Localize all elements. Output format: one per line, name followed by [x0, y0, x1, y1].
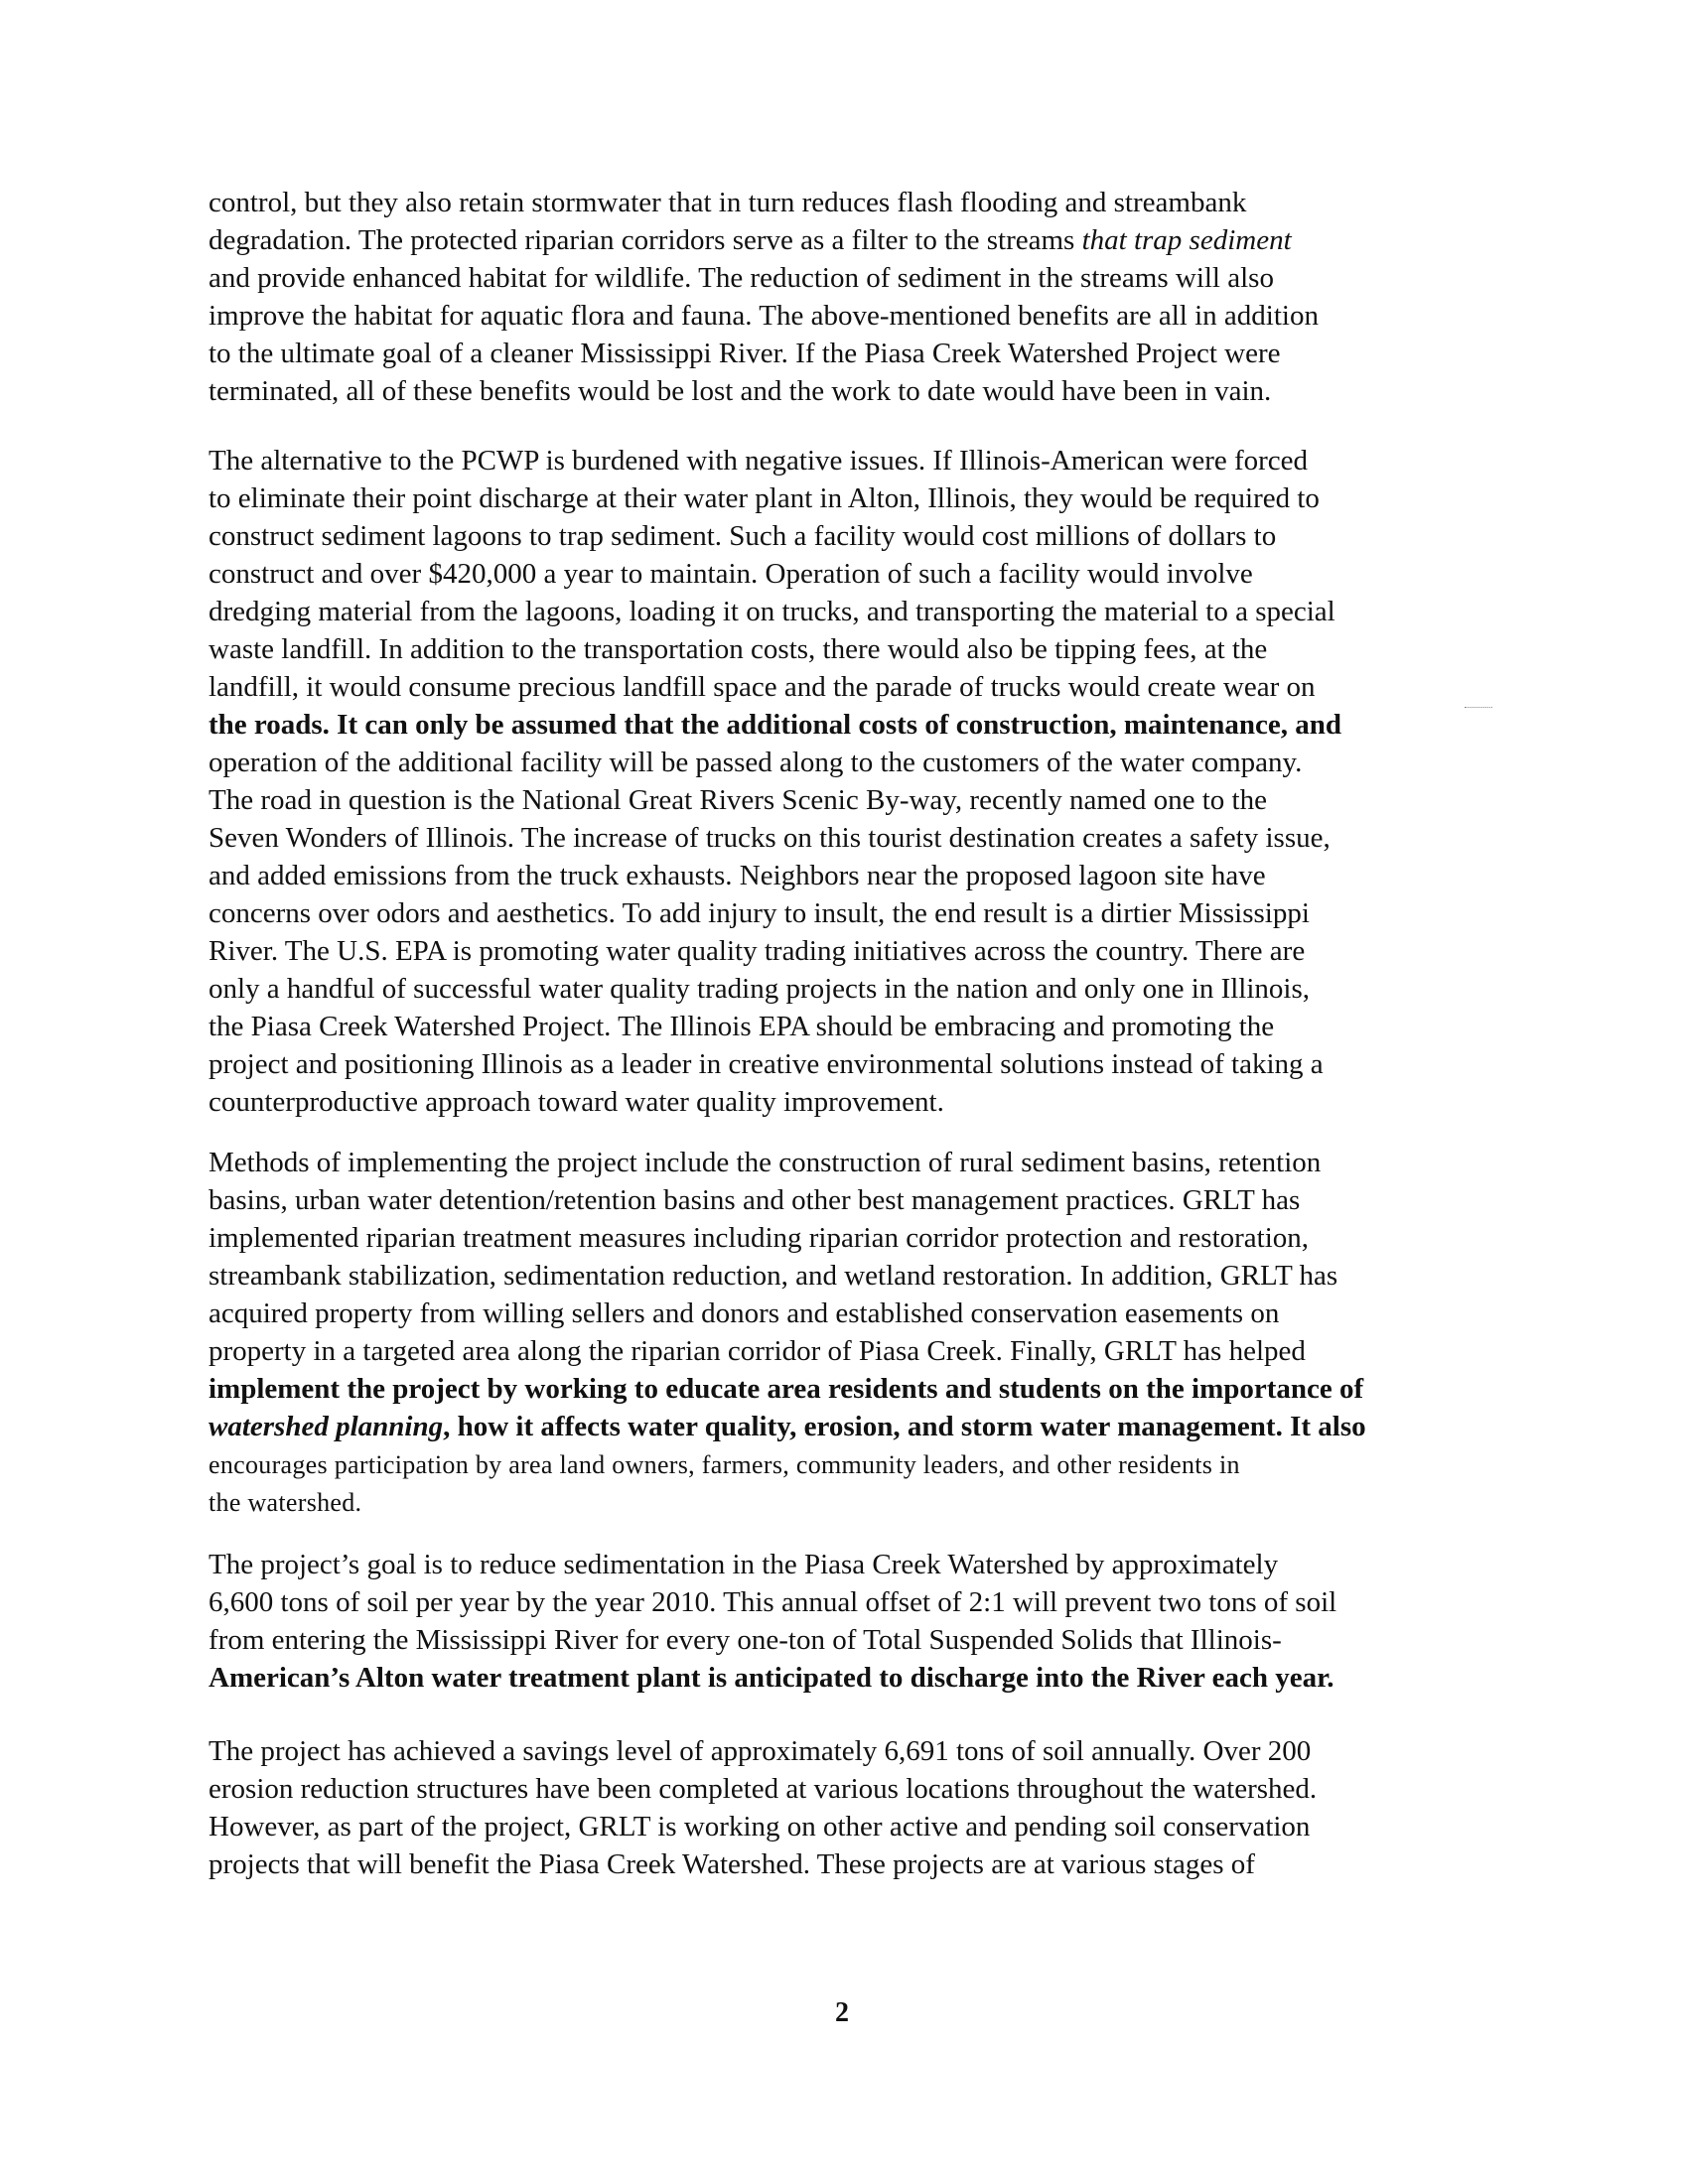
- text-run: concerns over odors and aesthetics. To add injury to insult, the end result is a dirtier Mississippi: [209, 897, 1310, 929]
- text-run: and provide enhanced habitat for wildlife. The reduction of sediment in the streams will also: [209, 262, 1274, 294]
- text-line: [209, 1045, 1499, 1083]
- text-line: [209, 1408, 1499, 1445]
- paragraph-alternative: [209, 442, 1499, 1121]
- text-run: to eliminate their point discharge at their water plant in Alton, Illinois, they would be required to: [209, 482, 1320, 514]
- text-line: [209, 1083, 1499, 1121]
- text-line: [209, 372, 1499, 410]
- text-run: degradation. The protected riparian corridors serve as a filter to the streams: [209, 224, 1082, 256]
- text-run: American’s Alton water treatment plant is anticipated to discharge into the River each year.: [209, 1662, 1334, 1694]
- text-run: operation of the additional facility will be passed along to the customers of the water company.: [209, 747, 1303, 778]
- text-line: [209, 630, 1499, 668]
- text-run: The project’s goal is to reduce sedimentation in the Piasa Creek Watershed by approximately: [209, 1549, 1279, 1580]
- text-line: [209, 1257, 1499, 1295]
- text-run: Methods of implementing the project include the construction of rural sediment basins, retention: [209, 1147, 1322, 1178]
- text-line: [209, 668, 1499, 706]
- text-run: encourages participation by area land owners, farmers, community leaders, and other residents in: [209, 1450, 1240, 1479]
- text-run: basins, urban water detention/retention basins and other best management practices. GRLT has: [209, 1184, 1301, 1216]
- text-run: streambank stabilization, sedimentation reduction, and wetland restoration. In addition, GRLT has: [209, 1260, 1338, 1292]
- text-run: erosion reduction structures have been completed at various locations throughout the watershed.: [209, 1773, 1318, 1805]
- text-line: [209, 970, 1499, 1008]
- text-run: from entering the Mississippi River for every one-ton of Total Suspended Solids that Illinois-: [209, 1624, 1282, 1656]
- text-run: construct and over $420,000 a year to maintain. Operation of such a facility would involve: [209, 558, 1253, 590]
- text-line: [209, 781, 1499, 819]
- text-run: acquired property from willing sellers and donors and established conservation easements on: [209, 1297, 1280, 1329]
- paragraph-methods: [209, 1144, 1499, 1521]
- text-run: construct sediment lagoons to trap sediment. Such a facility would cost millions of dollars to: [209, 520, 1277, 552]
- text-run: only a handful of successful water quality trading projects in the nation and only one in Illinois,: [209, 973, 1310, 1005]
- text-line: [209, 1583, 1499, 1621]
- text-line: [209, 297, 1499, 335]
- text-run: control, but they also retain stormwater that in turn reduces flash flooding and streambank: [209, 187, 1247, 218]
- text-run: the watershed.: [209, 1488, 362, 1517]
- text-line: [209, 1332, 1499, 1370]
- text-line: [209, 1370, 1499, 1408]
- text-line: [209, 1732, 1499, 1770]
- text-line: [209, 1008, 1499, 1045]
- text-line: [209, 442, 1499, 479]
- text-line: [209, 1181, 1499, 1219]
- text-run: project and positioning Illinois as a leader in creative environmental solutions instead of taking a: [209, 1048, 1324, 1080]
- text-run: property in a targeted area along the riparian corridor of Piasa Creek. Finally, GRLT has helped: [209, 1335, 1306, 1367]
- text-run: implement the project by working to educate area residents and students on the importance of: [209, 1373, 1364, 1405]
- page-number: 2: [835, 1997, 849, 2028]
- text-run: watershed planning: [209, 1411, 444, 1442]
- paragraph-benefits: [209, 184, 1499, 410]
- text-line: [209, 593, 1499, 630]
- text-run: Seven Wonders of Illinois. The increase of trucks on this tourist destination creates a safety issue,: [209, 822, 1331, 854]
- text-line: [209, 744, 1499, 781]
- text-line: [209, 1621, 1499, 1659]
- text-line: [209, 1295, 1499, 1332]
- paragraph-goal: [209, 1546, 1499, 1697]
- text-line: [209, 1808, 1499, 1845]
- text-line: [209, 1845, 1499, 1883]
- text-line: [209, 1445, 1499, 1483]
- text-run: implemented riparian treatment measures including riparian corridor protection and restoration,: [209, 1222, 1310, 1254]
- text-line: [209, 1770, 1499, 1808]
- text-line: [209, 1144, 1499, 1181]
- text-run: counterproductive approach toward water quality improvement.: [209, 1086, 944, 1118]
- text-line: [209, 335, 1499, 372]
- text-line: [209, 819, 1499, 857]
- text-line: [209, 1219, 1499, 1257]
- text-line: [209, 555, 1499, 593]
- text-line: [209, 1483, 1499, 1521]
- text-run: , how it affects water quality, erosion, and storm water management. It also: [443, 1411, 1366, 1442]
- text-run: The road in question is the National Great Rivers Scenic By-way, recently named one to the: [209, 784, 1267, 816]
- text-run: and added emissions from the truck exhausts. Neighbors near the proposed lagoon site have: [209, 860, 1266, 891]
- text-run: landfill, it would consume precious landfill space and the parade of trucks would create wear on: [209, 671, 1316, 703]
- text-run: the Piasa Creek Watershed Project. The Illinois EPA should be embracing and promoting the: [209, 1011, 1275, 1042]
- text-run: that trap sediment: [1081, 224, 1292, 256]
- text-run: The project has achieved a savings level of approximately 6,691 tons of soil annually. Over 200: [209, 1735, 1312, 1767]
- text-line: [209, 259, 1499, 297]
- text-line: [209, 517, 1499, 555]
- text-run: the roads. It can only be assumed that the additional costs of construction, maintenance, and: [209, 709, 1342, 741]
- text-run: 6,600 tons of soil per year by the year 2010. This annual offset of 2:1 will prevent two tons of soil: [209, 1586, 1337, 1618]
- text-line: [209, 706, 1499, 744]
- text-run: to the ultimate goal of a cleaner Mississippi River. If the Piasa Creek Watershed Project were: [209, 338, 1281, 369]
- text-run: dredging material from the lagoons, loading it on trucks, and transporting the material to a special: [209, 596, 1335, 627]
- text-run: The alternative to the PCWP is burdened with negative issues. If Illinois-American were forced: [209, 445, 1309, 477]
- text-line: [209, 1659, 1499, 1697]
- text-line: [209, 857, 1499, 894]
- text-run: terminated, all of these benefits would be lost and the work to date would have been in vain.: [209, 375, 1272, 407]
- text-line: [209, 184, 1499, 221]
- text-line: [209, 1546, 1499, 1583]
- text-run: improve the habitat for aquatic flora and fauna. The above-mentioned benefits are all in addition: [209, 300, 1319, 332]
- text-line: [209, 221, 1499, 259]
- scan-artifact: [1465, 707, 1492, 711]
- text-run: projects that will benefit the Piasa Creek Watershed. These projects are at various stages of: [209, 1848, 1255, 1880]
- text-line: [209, 932, 1499, 970]
- text-run: waste landfill. In addition to the transportation costs, there would also be tipping fees, at the: [209, 633, 1268, 665]
- text-run: River. The U.S. EPA is promoting water quality trading initiatives across the country. There are: [209, 935, 1306, 967]
- text-line: [209, 479, 1499, 517]
- text-line: [209, 894, 1499, 932]
- paragraph-achievement: [209, 1732, 1499, 1883]
- text-run: However, as part of the project, GRLT is working on other active and pending soil conservation: [209, 1811, 1311, 1843]
